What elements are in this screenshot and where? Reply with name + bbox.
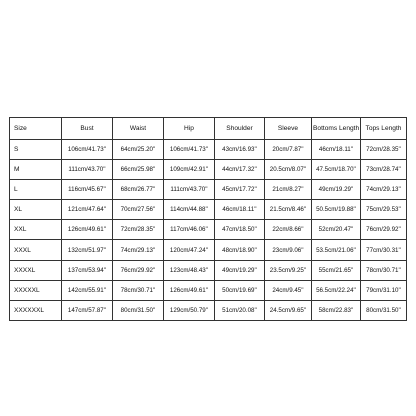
cell-hip: 106cm/41.73'' [164, 140, 215, 160]
cell-shoulder: 47cm/18.50'' [215, 220, 265, 240]
header-waist: Waist [113, 118, 164, 140]
cell-bottoms-length: 55cm/21.65'' [312, 260, 361, 280]
cell-tops-length: 79cm/31.10'' [361, 280, 407, 300]
table-row [10, 300, 407, 320]
table-row [10, 260, 407, 280]
cell-tops-length: 72cm/28.35'' [361, 140, 407, 160]
table-row [10, 240, 407, 260]
header-size: Size [10, 118, 62, 140]
cell-waist: 80cm/31.50'' [113, 300, 164, 320]
cell-size: S [10, 140, 62, 160]
cell-bottoms-length: 56.5cm/22.24'' [312, 280, 361, 300]
cell-bust: 116cm/45.67'' [62, 180, 113, 200]
cell-bottoms-length: 49cm/19.29'' [312, 180, 361, 200]
table-row [10, 180, 407, 200]
cell-waist: 66cm/25.98'' [113, 160, 164, 180]
cell-shoulder: 48cm/18.90'' [215, 240, 265, 260]
cell-hip: 129cm/50.79'' [164, 300, 215, 320]
cell-bust: 137cm/53.94'' [62, 260, 113, 280]
header-shoulder: Shoulder [215, 118, 265, 140]
cell-shoulder: 49cm/19.29'' [215, 260, 265, 280]
cell-shoulder: 43cm/16.93'' [215, 140, 265, 160]
cell-bust: 111cm/43.70'' [62, 160, 113, 180]
cell-hip: 114cm/44.88'' [164, 200, 215, 220]
cell-size: XXXXL [10, 260, 62, 280]
cell-bust: 142cm/55.91'' [62, 280, 113, 300]
header-hip: Hip [164, 118, 215, 140]
cell-bust: 147cm/57.87'' [62, 300, 113, 320]
header-bust: Bust [62, 118, 113, 140]
cell-bottoms-length: 52cm/20.47'' [312, 220, 361, 240]
cell-hip: 117cm/46.06'' [164, 220, 215, 240]
cell-sleeve: 24cm/9.45'' [265, 280, 312, 300]
cell-sleeve: 23.5cm/9.25'' [265, 260, 312, 280]
cell-hip: 126cm/49.61'' [164, 280, 215, 300]
cell-tops-length: 78cm/30.71'' [361, 260, 407, 280]
cell-sleeve: 22cm/8.66'' [265, 220, 312, 240]
cell-bottoms-length: 47.5cm/18.70'' [312, 160, 361, 180]
cell-hip: 111cm/43.70'' [164, 180, 215, 200]
header-tops-length: Tops Length [361, 118, 407, 140]
table-row [10, 200, 407, 220]
cell-waist: 70cm/27.56'' [113, 200, 164, 220]
cell-size: XL [10, 200, 62, 220]
cell-tops-length: 75cm/29.53'' [361, 200, 407, 220]
cell-shoulder: 45cm/17.72'' [215, 180, 265, 200]
cell-shoulder: 50cm/19.69'' [215, 280, 265, 300]
cell-bust: 132cm/51.97'' [62, 240, 113, 260]
cell-tops-length: 74cm/29.13'' [361, 180, 407, 200]
cell-bottoms-length: 50.5cm/19.88'' [312, 200, 361, 220]
cell-waist: 76cm/29.92'' [113, 260, 164, 280]
cell-bottoms-length: 58cm/22.83'' [312, 300, 361, 320]
header-sleeve: Sleeve [265, 118, 312, 140]
cell-sleeve: 20cm/7.87'' [265, 140, 312, 160]
cell-shoulder: 44cm/17.32'' [215, 160, 265, 180]
cell-sleeve: 21.5cm/8.46'' [265, 200, 312, 220]
cell-waist: 64cm/25.20'' [113, 140, 164, 160]
cell-bust: 126cm/49.61'' [62, 220, 113, 240]
table-row [10, 140, 407, 160]
cell-tops-length: 73cm/28.74'' [361, 160, 407, 180]
cell-sleeve: 21cm/8.27'' [265, 180, 312, 200]
table-body [10, 140, 407, 321]
cell-waist: 78cm/30.71'' [113, 280, 164, 300]
cell-bottoms-length: 46cm/18.11'' [312, 140, 361, 160]
cell-tops-length: 80cm/31.50'' [361, 300, 407, 320]
header-bottoms-length: Bottoms Length [312, 118, 361, 140]
cell-shoulder: 51cm/20.08'' [215, 300, 265, 320]
table-row [10, 220, 407, 240]
cell-size: XXXL [10, 240, 62, 260]
cell-hip: 123cm/48.43'' [164, 260, 215, 280]
cell-waist: 68cm/26.77'' [113, 180, 164, 200]
size-chart-table [9, 117, 407, 321]
header-row [10, 118, 407, 140]
cell-bust: 121cm/47.64'' [62, 200, 113, 220]
cell-waist: 74cm/29.13'' [113, 240, 164, 260]
cell-sleeve: 20.5cm/8.07'' [265, 160, 312, 180]
cell-tops-length: 76cm/29.92'' [361, 220, 407, 240]
cell-size: XXXXXL [10, 280, 62, 300]
cell-hip: 120cm/47.24'' [164, 240, 215, 260]
cell-tops-length: 77cm/30.31'' [361, 240, 407, 260]
cell-waist: 72cm/28.35'' [113, 220, 164, 240]
cell-sleeve: 23cm/9.06'' [265, 240, 312, 260]
cell-size: L [10, 180, 62, 200]
cell-sleeve: 24.5cm/9.65'' [265, 300, 312, 320]
cell-shoulder: 46cm/18.11'' [215, 200, 265, 220]
cell-bottoms-length: 53.5cm/21.06'' [312, 240, 361, 260]
cell-bust: 106cm/41.73'' [62, 140, 113, 160]
table-row [10, 280, 407, 300]
cell-size: XXL [10, 220, 62, 240]
cell-size: XXXXXXL [10, 300, 62, 320]
table-row [10, 160, 407, 180]
cell-hip: 109cm/42.91'' [164, 160, 215, 180]
cell-size: M [10, 160, 62, 180]
